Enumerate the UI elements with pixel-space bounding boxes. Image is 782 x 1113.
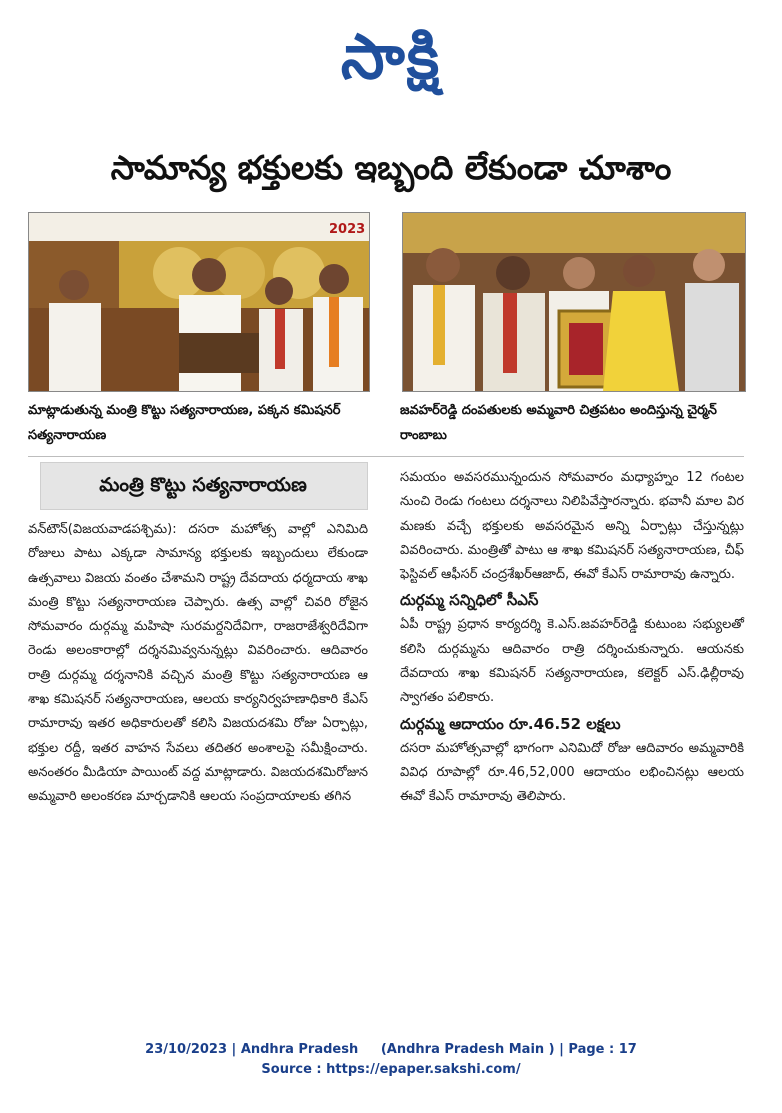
article-headline: సామాన్య భక్తులకు ఇబ్బంది లేకుండా చూశాం <box>110 148 672 187</box>
article-body-right-1: సమయం అవసరమున్నందున సోమవారం మధ్యాహ్నం 12 గంటల నుంచి రెండు గంటలు దర్శనాలు నిలిపివేస్తారన్నారు. భవానీ మాల విర మణకు వచ్చే భక్తులకు అవసరమైన అన్ని ఏర్పాట్లు చేస్తున్నట్లు వివరించారు. మంత్రితో పాటు ఆ శాఖ కమిషనర్ సత్యనారాయణ, చీఫ్ ఫెస్టివల్ ఆఫీసర్ చంద్రశేఖర్‌ఆజాద్, ఈవో కేఎస్ రామారావు ఉన్నారు. <box>400 470 744 583</box>
photo-minister-illustration <box>29 213 369 391</box>
article-column-left <box>28 518 368 810</box>
photo-portrait-presentation <box>402 212 746 392</box>
photo-banner-year: 2023 <box>329 222 366 237</box>
caption-left-photo: మాట్లాడుతున్న మంత్రి కొట్టు సత్యనారాయణ, పక్కన కమిషనర్ సత్యనారాయణ <box>28 403 341 443</box>
article-body-right-3: దసరా మహోత్సవాల్లో భాగంగా ఎనిమిదో రోజు ఆదివారం అమ్మవారికి వివిధ రూపాల్లో రూ.46,52,000 ఆదాయం లభించినట్లు ఆలయ ఈవో కేఎస్ రామారావు తెలిపారు. <box>400 740 744 805</box>
section-title-cs-visit: దుర్గమ్మ సన్నిధిలో సీఎస్ <box>400 591 539 610</box>
section-divider <box>28 456 744 457</box>
subhead-minister-name: మంత్రి కొట్టు సత్యనారాయణ <box>99 474 307 496</box>
masthead-logo: సాక్షి <box>340 20 442 93</box>
photo-presentation-illustration <box>403 213 745 391</box>
page-footer <box>0 1040 782 1080</box>
article-body-left: వన్‌టౌన్(విజయవాడపశ్చిమ): దసరా మహోత్స వాల్లో ఎనిమిది రోజులు పాటు ఎక్కడా సామాన్య భక్తులకు ఇబ్బందులు లేకుండా ఉత్సవాలు విజయ వంతం చేశామని రాష్ట్ర దేవదాయ ధర్మదాయ శాఖ మంత్రి కొట్టు సత్యనారాయణ చెప్పారు. ఉత్స వాల్లో చివరి రోజైన సోమవారం దుర్గమ్మ మహిషా సురమర్దనిదేవిగా, రాజరాజేశ్వరిదేవిగా రెండు అలంకారాల్లో దర్శనమివ్వనున్నట్లు వివరించారు. ఆదివారం రాత్రి దుర్గమ్మ దర్శనానికి వచ్చిన మంత్రి కొట్టు సత్యనారాయణ ఆ శాఖ కమిషనర్ సత్యనారాయణ, ఆలయ కార్యనిర్వహణాధికారి కేఎస్ రామారావు ఇతర అధికారులతో కలిసి విజయదశమి రోజు ఏర్పాట్లు, భక్తుల రద్దీ, ఇతర వాహన సేవలు తదితర అంశాలపై సమీక్షించారు. అనంతరం మీడియా పాయింట్ వద్ద మాట్లాడారు. విజయదశమిరోజున అమ్మవారి అలంకరణ మార్చడానికి ఆలయ సంప్రదాయాలకు తగిన <box>28 522 368 805</box>
article-body-right-2: ఏపీ రాష్ట్ర ప్రధాన కార్యదర్శి కె.ఎస్.జవహర్‌రెడ్డి కుటుంబ సభ్యులతో కలిసి దుర్గమ్మను ఆదివారం రాత్రి దర్శించుకున్నారు. ఆయనకు దేవదాయ శాఖ కమిషనర్ సత్యనారాయణ, కలెక్టర్ ఎస్.ఢిల్లీరావు స్వాగతం పలికారు. <box>400 617 744 706</box>
photo-minister-speaking <box>28 212 370 392</box>
footer-date-edition: 23/10/2023 | Andhra Pradesh (Andhra Pradesh Main ) | Page : 17 <box>145 1042 637 1057</box>
section-title-income: దుర్గమ్మ ఆదాయం రూ.46.52 లక్షలు <box>400 714 621 733</box>
article-column-right <box>400 466 744 810</box>
caption-right-photo: జవహర్‌రెడ్డి దంపతులకు అమ్మవారి చిత్రపటం అందిస్తున్న చైర్మన్ రాంబాబు <box>400 403 717 443</box>
footer-source-link[interactable]: Source : https://epaper.sakshi.com/ <box>261 1062 521 1077</box>
